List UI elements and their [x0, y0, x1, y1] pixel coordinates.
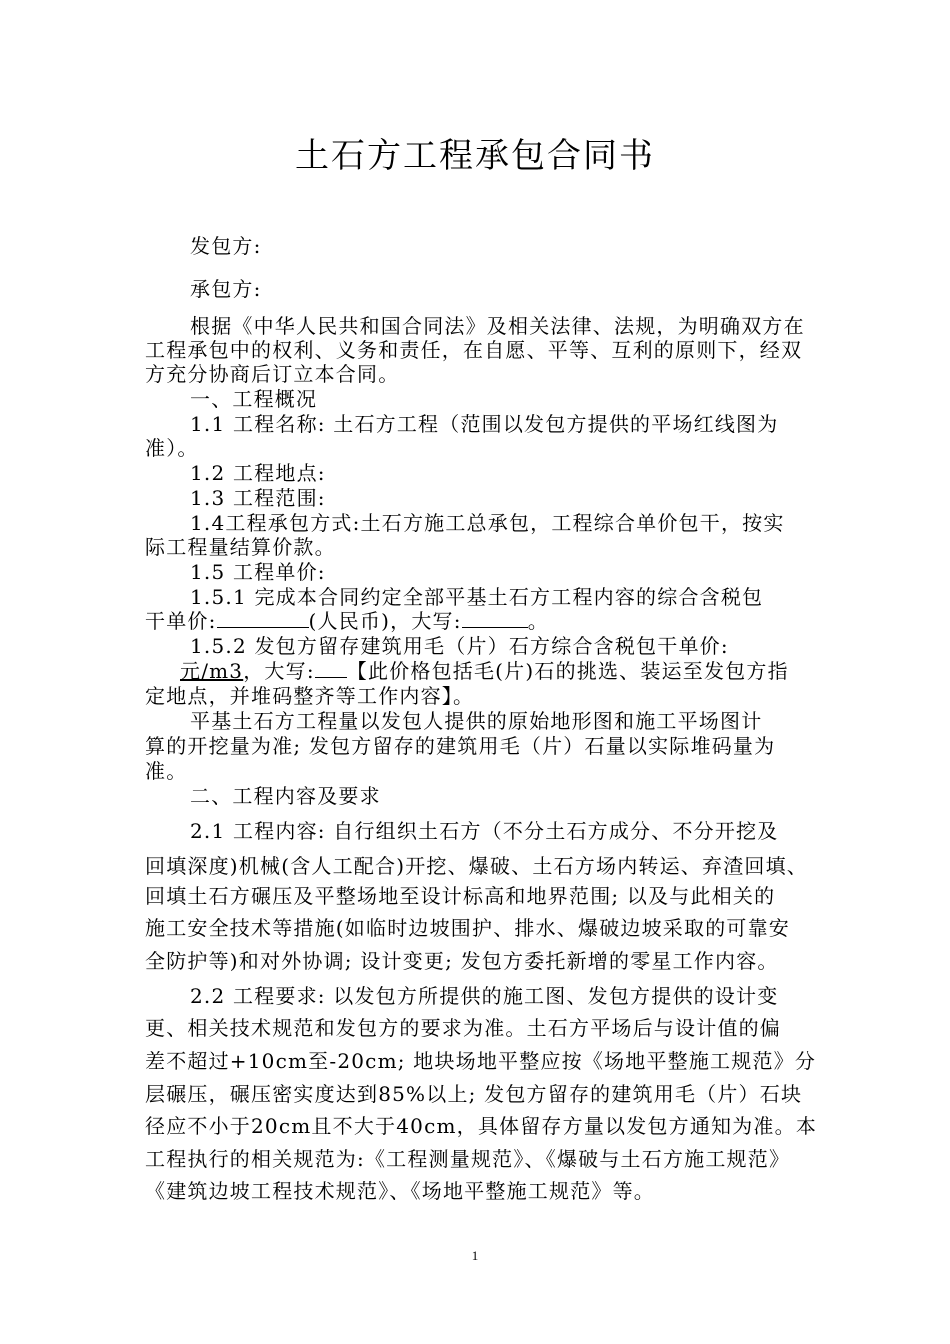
unit-label: 元/m3 — [180, 659, 244, 683]
employer-line: 发包方: — [190, 234, 262, 258]
clause-1-5-2-line-3: 定地点，并堆码整齐等工作内容】。 — [145, 684, 475, 708]
clause-2-2-line-6: 工程执行的相关规范为:《工程测量规范》、《爆破与土石方施工规范》 — [145, 1147, 791, 1171]
clause-2-2-line-5: 径应不小于20cm且不大于40cm，具体留存方量以发包方通知为准。本 — [145, 1114, 818, 1138]
contractor-line: 承包方: — [190, 277, 262, 301]
clause-2-2-line-4: 层碾压，碾压密实度达到85%以上; 发包方留存的建筑用毛（片）石块 — [145, 1082, 803, 1106]
clause-2-2-line-2: 更、相关技术规范和发包方的要求为准。土石方平场后与设计值的偏 — [145, 1016, 781, 1040]
period: 。 — [527, 609, 549, 633]
preamble-line-3: 方充分协商后订立本合同。 — [145, 362, 400, 386]
preamble-line-2: 工程承包中的权利、义务和责任，在自愿、平等、互利的原则下，经双 — [145, 338, 803, 362]
clause-1-4-line-2: 际工程量结算价款。 — [145, 535, 336, 559]
clause-2-1-line-2: 回填深度)机械(含人工配合)开挖、爆破、土石方场内转运、弃渣回填、 — [145, 854, 809, 878]
document-title: 土石方工程承包合同书 — [295, 136, 655, 176]
preamble-line-1: 根据《中华人民共和国合同法》及相关法律、法规，为明确双方在 — [190, 314, 805, 338]
quantity-line-1: 平基土石方工程量以发包人提供的原始地形图和施工平场图计 — [190, 709, 763, 733]
section1-heading: 一、工程概况 — [190, 387, 318, 411]
page-number: 1 — [471, 1248, 479, 1263]
clause-1-5-1-line-1: 1.5.1 完成本合同约定全部平基土石方工程内容的综合含税包 — [190, 585, 764, 609]
unit-price-label: 干单价: — [145, 609, 217, 633]
clause-2-2-line-3: 差不超过+10cm至-20cm; 地块场地平整应按《场地平整施工规范》分 — [145, 1049, 817, 1073]
clause-2-1-line-3: 回填土石方碾压及平整场地至设计标高和地界范围; 以及与此相关的 — [145, 884, 776, 908]
clause-1-3: 1.3 工程范围: — [190, 486, 326, 510]
clause-1-5-2-line-1: 1.5.2 发包方留存建筑用毛（片）石方综合含税包干单价: — [190, 634, 729, 658]
clause-1-2: 1.2 工程地点: — [190, 461, 326, 485]
price-blank — [217, 609, 309, 628]
capital-blank — [462, 609, 528, 628]
quantity-line-2: 算的开挖量为准; 发包方留存的建筑用毛（片）石量以实际堆码量为 — [145, 734, 776, 758]
clause-2-1-line-1: 2.1 工程内容: 自行组织土石方（不分土石方成分、不分开挖及 — [190, 819, 779, 843]
clause-1-5: 1.5 工程单价: — [190, 560, 326, 584]
quantity-line-3: 准。 — [145, 759, 188, 783]
clause-2-1-line-5: 全防护等)和对外协调; 设计变更; 发包方委托新增的零星工作内容。 — [145, 949, 779, 973]
clause-1-1-line-2: 准）。 — [145, 436, 199, 460]
stone-capital-blank — [315, 659, 347, 678]
clause-1-1-line-1: 1.1 工程名称: 土石方工程（范围以发包方提供的平场红线图为 — [190, 412, 779, 436]
capital-label: ，大写: — [243, 659, 315, 683]
clause-1-4-line-1: 1.4工程承包方式:土石方施工总承包，工程综合单价包干，按实 — [190, 511, 785, 535]
clause-2-2-line-7: 《建筑边坡工程技术规范》、《场地平整施工规范》等。 — [145, 1179, 655, 1203]
price-note: 【此价格包括毛(片)石的挑选、装运至发包方指 — [346, 659, 789, 683]
clause-2-2-line-1: 2.2 工程要求: 以发包方所提供的施工图、发包方提供的设计变 — [190, 984, 779, 1008]
rmb-label: (人民币)，大写: — [308, 609, 462, 633]
clause-2-1-line-4: 施工安全技术等措施(如临时边坡围护、排水、爆破边坡采取的可靠安 — [145, 916, 791, 940]
section2-heading: 二、工程内容及要求 — [190, 784, 381, 808]
